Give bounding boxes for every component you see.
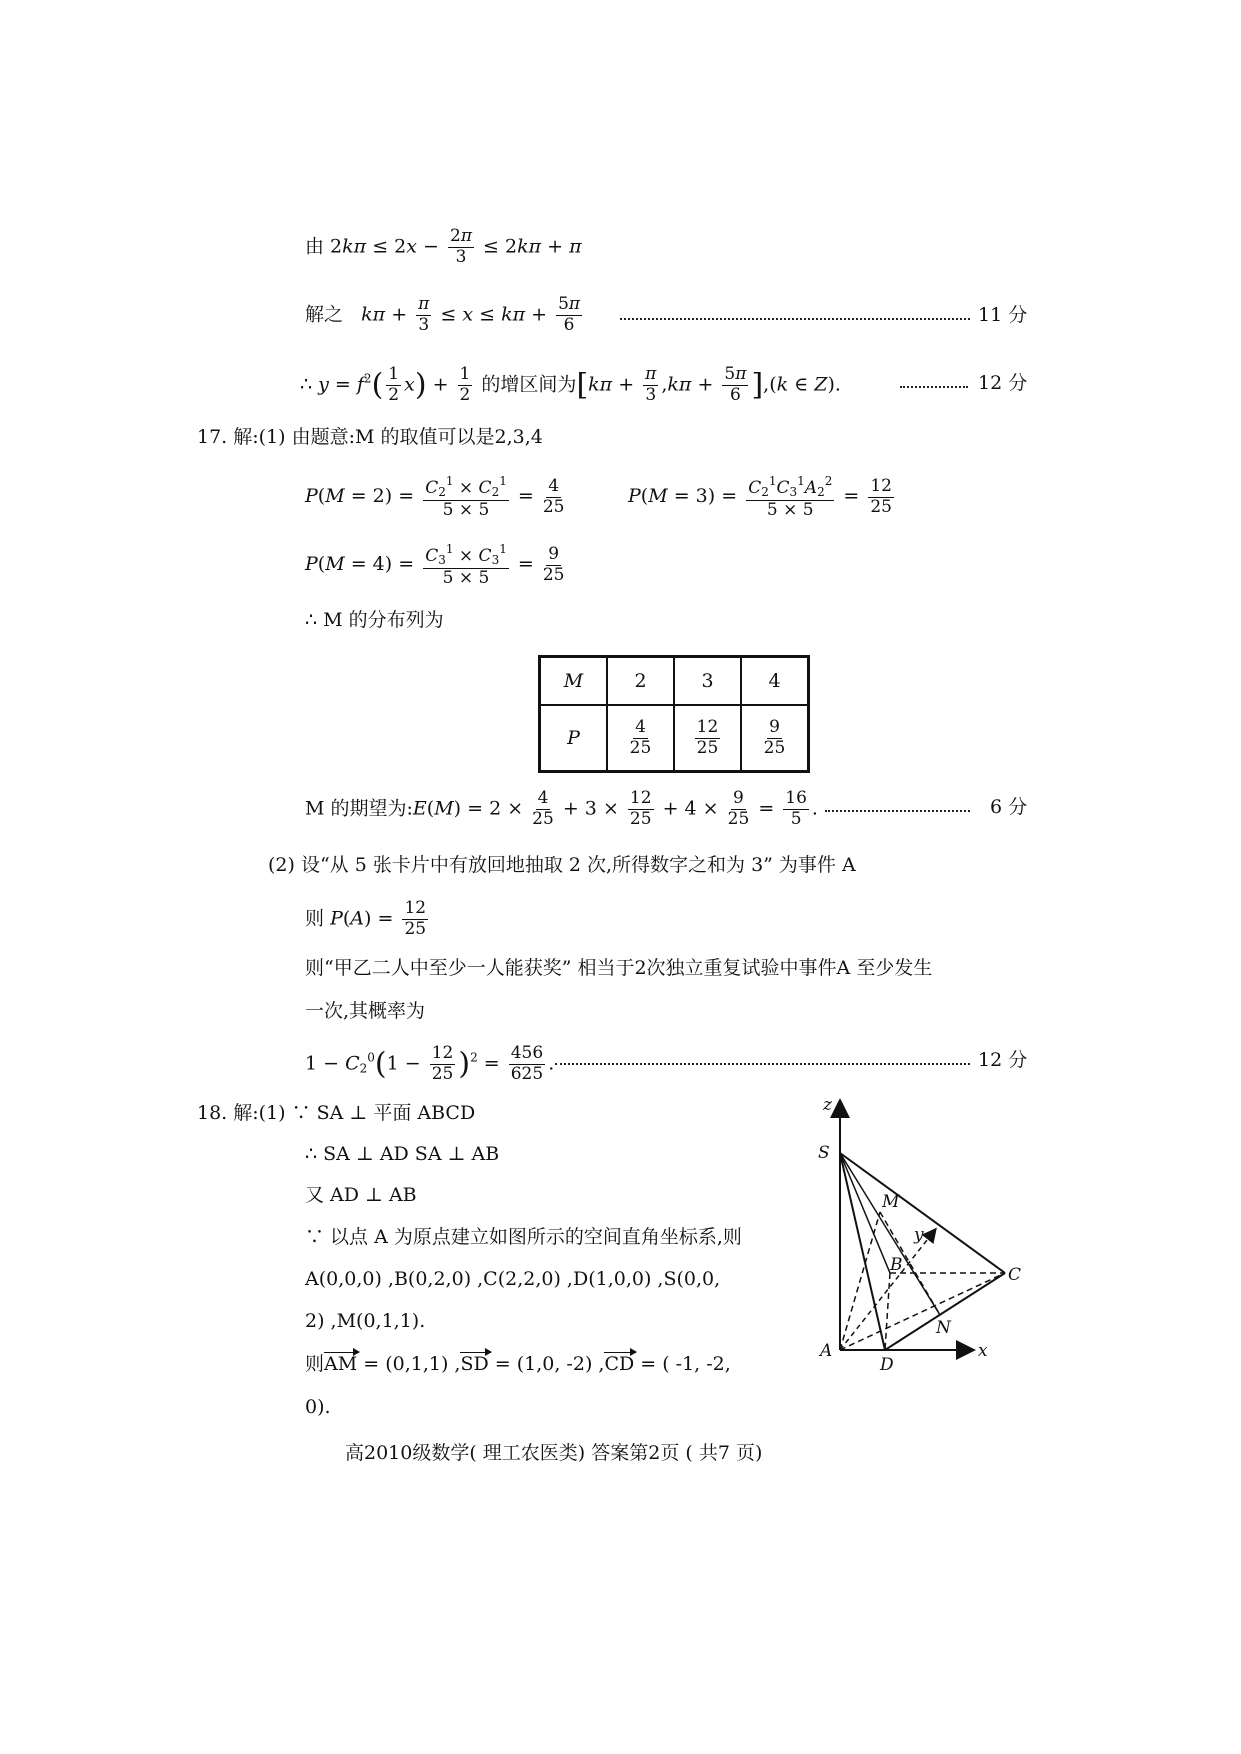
q18-line-7: 则AM = (0,1,1) ,SD = (1,0, -2) ,CD = ( -1, -2, bbox=[305, 1353, 731, 1375]
q18-line-4: ∵ 以点 A 为原点建立如图所示的空间直角坐标系,则 bbox=[305, 1226, 742, 1248]
page-footer: 高2010级数学( 理工农医类) 答案第2页 ( 共7 页) bbox=[345, 1442, 763, 1464]
label-s: S bbox=[818, 1143, 830, 1163]
label-m: M bbox=[882, 1192, 900, 1212]
label-b: B bbox=[890, 1255, 903, 1275]
q17-prob-a: 则 P(A) = $\frac{12}{25}$ bbox=[305, 898, 427, 939]
vector-sd: SD bbox=[460, 1353, 489, 1375]
q18-line-8: 0). bbox=[305, 1396, 331, 1418]
q16-line-2: 解之 kπ + $\frac{\pi}{3}$ ≤ x ≤ kπ + $\frac{5\pi}{6}$ bbox=[305, 294, 581, 335]
y-axis bbox=[840, 1230, 935, 1350]
q16-leader-dots-1 bbox=[620, 318, 970, 320]
q17-dist-intro: ∴ M 的分布列为 bbox=[305, 609, 444, 631]
q17-prob-m4: P(M = 4) = $\frac{C_3^1 \times C_3^1}{5 \times 5}$ = $\frac{9}{25}$ bbox=[305, 542, 565, 588]
table-cell: 4 bbox=[741, 657, 809, 706]
label-a: A bbox=[820, 1341, 833, 1361]
edge-mn bbox=[880, 1212, 940, 1315]
q16-leader-dots-2 bbox=[900, 386, 968, 388]
q16-score-11: 11 分 bbox=[978, 304, 1028, 326]
pyramid-figure bbox=[810, 1090, 1040, 1380]
label-n: N bbox=[936, 1318, 951, 1338]
q17-part2-text-1: 则“甲乙二人中至少一人能获奖” 相当于2次独立重复试验中事件A 至少发生 bbox=[305, 957, 933, 979]
q17-prob-m2: P(M = 2) = $\frac{C_2^1 \times C_2^1}{5 \times 5}$ = $\frac{4}{25}$ bbox=[305, 474, 565, 520]
q18-line-3: 又 AD ⊥ AB bbox=[305, 1184, 417, 1206]
q17-leader-dots-1 bbox=[825, 810, 970, 812]
q17-leader-dots-2 bbox=[555, 1063, 970, 1065]
q17-part2-text-2: 一次,其概率为 bbox=[305, 1000, 426, 1022]
label-z: z bbox=[823, 1095, 832, 1115]
table-cell: P bbox=[540, 705, 608, 772]
label-x: x bbox=[978, 1341, 988, 1361]
label-c: C bbox=[1008, 1265, 1022, 1285]
q16-score-12: 12 分 bbox=[978, 372, 1028, 394]
q18-line-2: ∴ SA ⊥ AD SA ⊥ AB bbox=[305, 1143, 500, 1165]
q17-heading: 17. 解:(1) 由题意:M 的取值可以是2,3,4 bbox=[197, 426, 543, 448]
vector-am: AM bbox=[324, 1353, 358, 1375]
table-cell: $\frac{4}{25}$ bbox=[607, 705, 674, 772]
table-cell: M bbox=[540, 657, 608, 706]
table-cell: $\frac{12}{25}$ bbox=[674, 705, 741, 772]
q17-final-probability: $1 - C_2^0(1$ − $\frac{12}{25}$ )$^2$ = $\frac{456}{625}$ . bbox=[305, 1043, 555, 1084]
q18-line-6: 2) ,M(0,1,1). bbox=[305, 1310, 426, 1332]
distribution-table bbox=[538, 655, 810, 773]
q17-score-12: 12 分 bbox=[978, 1049, 1028, 1071]
table-row bbox=[540, 705, 809, 772]
table-cell: 3 bbox=[674, 657, 741, 706]
label-y: y bbox=[914, 1225, 924, 1245]
edge-bd bbox=[885, 1273, 890, 1350]
edge-dc bbox=[885, 1273, 1005, 1350]
q17-prob-m3: P(M = 3) = $\frac{C_2^1C_3^1A_2^2}{5 \times 5}$ = $\frac{12}{25}$ bbox=[628, 474, 892, 520]
q17-expectation: M 的期望为:E(M) = 2 × $\frac{4}{25}$ + 3 × $\frac{12}{25}$ + 4 × $\frac{9}{25}$ = $\frac{16}{5}$ . bbox=[305, 788, 818, 829]
q16-line-1: 由 2kπ ≤ 2x − $\frac{2\pi}{3}$ ≤ 2kπ + π bbox=[305, 226, 582, 267]
vector-cd: CD bbox=[604, 1353, 635, 1375]
q16-line-3: ∴ $y = f^2$( $\frac{1}{2}$ x) + $\frac{1}{2}$ 的增区间为[kπ + $\frac{\pi}{3}$ ,kπ + $\frac{5\pi}{6}$ ],(k ∈ Z). bbox=[300, 364, 841, 405]
q17-part2-intro: (2) 设“从 5 张卡片中有放回地抽取 2 次,所得数字之和为 3” 为事件 A bbox=[268, 854, 856, 876]
edge-am bbox=[840, 1212, 880, 1350]
table-cell: 2 bbox=[607, 657, 674, 706]
q17-score-6: 6 分 bbox=[990, 796, 1028, 818]
table-row bbox=[540, 657, 809, 706]
table-cell: $\frac{9}{25}$ bbox=[741, 705, 809, 772]
q18-heading: 18. 解:(1) ∵ SA ⊥ 平面 ABCD bbox=[197, 1102, 476, 1124]
label-d: D bbox=[880, 1355, 894, 1375]
q18-line-5: A(0,0,0) ,B(0,2,0) ,C(2,2,0) ,D(1,0,0) ,S(0,0, bbox=[305, 1268, 721, 1290]
